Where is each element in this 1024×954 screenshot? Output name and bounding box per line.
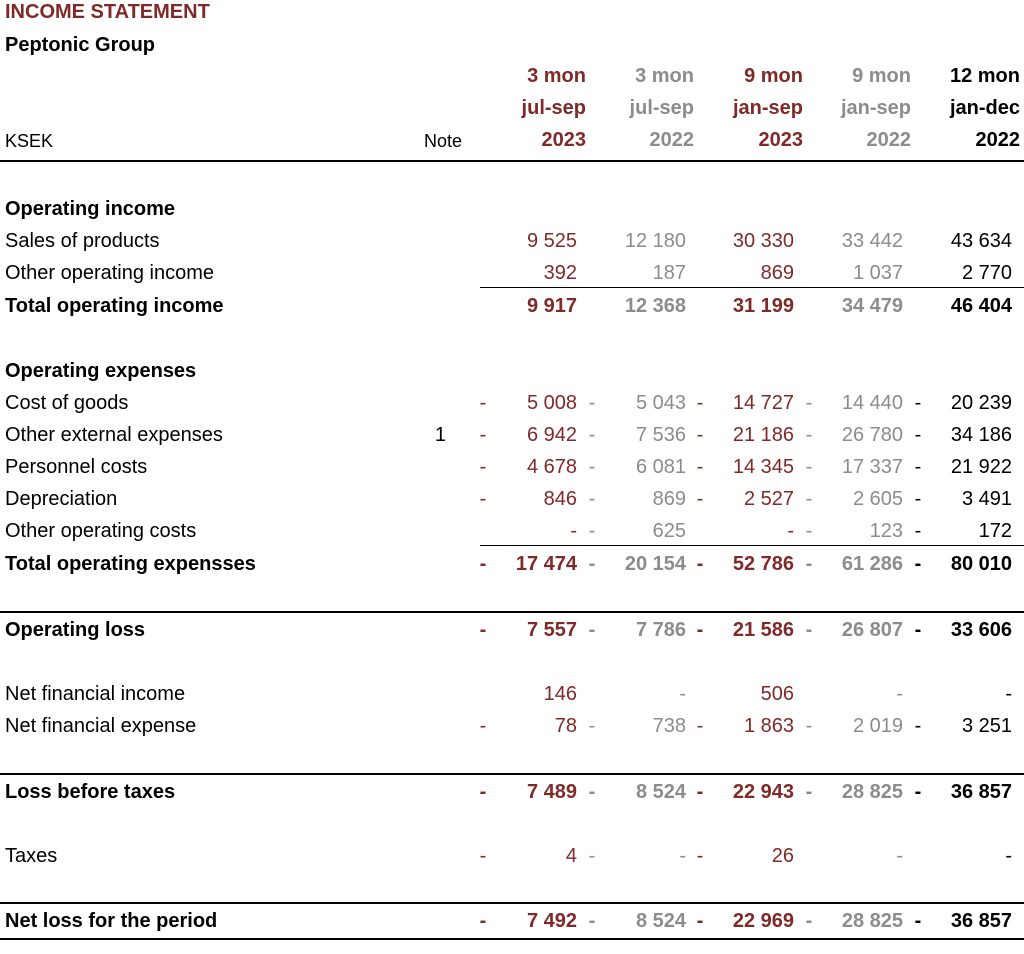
row-label: Net loss for the period bbox=[5, 910, 218, 932]
cell-value: 146 bbox=[543, 683, 577, 705]
cell-value: 26 807 bbox=[841, 619, 903, 641]
row-label: Total operating income bbox=[5, 295, 224, 317]
cell-value: 21 922 bbox=[950, 456, 1012, 478]
cell-value: 2 605 bbox=[852, 488, 903, 510]
cell-value: 36 857 bbox=[950, 781, 1012, 803]
cell-value: 869 bbox=[652, 488, 686, 510]
negative-sign: - bbox=[914, 488, 922, 510]
currency-unit-label: KSEK bbox=[5, 131, 54, 151]
negative-sign: - bbox=[914, 619, 922, 641]
table-row bbox=[0, 678, 1024, 710]
cell-value: 33 606 bbox=[950, 619, 1012, 641]
cell-value: 8 524 bbox=[635, 910, 686, 932]
negative-sign: - bbox=[479, 781, 487, 803]
cell-value: 30 330 bbox=[732, 230, 794, 252]
cell-value: 14 345 bbox=[732, 456, 794, 478]
negative-sign: - bbox=[696, 392, 704, 414]
row-label: Loss before taxes bbox=[5, 781, 176, 803]
negative-sign: - bbox=[914, 456, 922, 478]
row-label: Taxes bbox=[5, 845, 58, 867]
cell-value: - bbox=[570, 520, 577, 542]
cell-value: 20 154 bbox=[624, 553, 686, 575]
col-5-period: 12 mon bbox=[949, 65, 1020, 87]
row-label: Cost of goods bbox=[5, 392, 129, 414]
row-label: Other operating income bbox=[5, 262, 215, 284]
row-label: Net financial income bbox=[5, 683, 186, 705]
total-rule bbox=[0, 611, 1024, 613]
cell-value: 6 081 bbox=[635, 456, 686, 478]
cell-value: 26 780 bbox=[841, 424, 903, 446]
cell-value: 625 bbox=[652, 520, 686, 542]
negative-sign: - bbox=[696, 781, 704, 803]
negative-sign: - bbox=[588, 845, 596, 867]
cell-value: 7 536 bbox=[635, 424, 686, 446]
cell-value: 21 186 bbox=[732, 424, 794, 446]
cell-value: 2 770 bbox=[961, 262, 1012, 284]
cell-value: 8 524 bbox=[635, 781, 686, 803]
negative-sign: - bbox=[805, 520, 813, 542]
negative-sign: - bbox=[696, 456, 704, 478]
cell-value: 46 404 bbox=[950, 295, 1012, 317]
total-rule bbox=[480, 545, 1024, 546]
col-2-months: jul-sep bbox=[629, 97, 694, 119]
cell-value: 20 239 bbox=[950, 392, 1012, 414]
total-row bbox=[0, 905, 1024, 937]
row-label: Net financial expense bbox=[5, 715, 197, 737]
negative-sign: - bbox=[479, 845, 487, 867]
company-name: Peptonic Group bbox=[5, 34, 155, 56]
cell-value: 6 942 bbox=[526, 424, 577, 446]
negative-sign: - bbox=[588, 424, 596, 446]
negative-sign: - bbox=[805, 392, 813, 414]
total-row bbox=[0, 548, 1024, 580]
table-row bbox=[0, 419, 1024, 451]
row-label: Operating loss bbox=[5, 619, 146, 641]
col-1-year: 2023 bbox=[541, 129, 586, 151]
col-3-period: 9 mon bbox=[744, 65, 803, 87]
negative-sign: - bbox=[479, 456, 487, 478]
negative-sign: - bbox=[588, 910, 596, 932]
cell-value: 22 969 bbox=[732, 910, 794, 932]
negative-sign: - bbox=[805, 619, 813, 641]
bottom-rule bbox=[0, 938, 1024, 940]
cell-value: 2 019 bbox=[852, 715, 903, 737]
col-3-year: 2023 bbox=[758, 129, 803, 151]
negative-sign: - bbox=[479, 392, 487, 414]
cell-value: - bbox=[1005, 683, 1012, 705]
cell-value: 3 491 bbox=[961, 488, 1012, 510]
cell-value: 1 037 bbox=[852, 262, 903, 284]
cell-value: - bbox=[1005, 845, 1012, 867]
cell-value: 4 bbox=[565, 845, 577, 867]
cell-value: 4 678 bbox=[526, 456, 577, 478]
statement-title: INCOME STATEMENT bbox=[5, 1, 210, 23]
negative-sign: - bbox=[479, 910, 487, 932]
cell-value: 21 586 bbox=[732, 619, 794, 641]
row-label: Operating income bbox=[5, 198, 176, 220]
cell-value: 172 bbox=[978, 520, 1012, 542]
total-row bbox=[0, 614, 1024, 646]
negative-sign: - bbox=[696, 424, 704, 446]
col-1-period: 3 mon bbox=[527, 65, 586, 87]
col-1-months: jul-sep bbox=[521, 97, 586, 119]
cell-value: - bbox=[679, 845, 686, 867]
col-2-year: 2022 bbox=[649, 129, 694, 151]
cell-value: - bbox=[787, 520, 794, 542]
negative-sign: - bbox=[696, 553, 704, 575]
cell-value: 52 786 bbox=[732, 553, 794, 575]
negative-sign: - bbox=[805, 456, 813, 478]
table-row bbox=[0, 387, 1024, 419]
cell-value: - bbox=[896, 683, 903, 705]
col-5-months: jan-dec bbox=[949, 97, 1020, 119]
cell-value: 5 008 bbox=[526, 392, 577, 414]
cell-value: 17 337 bbox=[841, 456, 903, 478]
section-heading bbox=[0, 193, 1024, 225]
header-rule bbox=[0, 160, 1024, 162]
cell-value: 7 489 bbox=[526, 781, 577, 803]
negative-sign: - bbox=[805, 910, 813, 932]
negative-sign: - bbox=[696, 488, 704, 510]
table-row bbox=[0, 225, 1024, 257]
row-label: Total operating expensses bbox=[5, 553, 256, 575]
cell-value: 12 368 bbox=[624, 295, 686, 317]
total-rule bbox=[0, 773, 1024, 775]
table-row bbox=[0, 710, 1024, 742]
cell-value: 28 825 bbox=[841, 910, 903, 932]
negative-sign: - bbox=[696, 910, 704, 932]
table-row bbox=[0, 483, 1024, 515]
cell-value: 869 bbox=[760, 262, 794, 284]
table-row bbox=[0, 257, 1024, 289]
cell-value: 17 474 bbox=[515, 553, 577, 575]
negative-sign: - bbox=[588, 520, 596, 542]
cell-value: 123 bbox=[869, 520, 903, 542]
row-label: Other operating costs bbox=[5, 520, 197, 542]
cell-value: 9 917 bbox=[526, 295, 577, 317]
cell-value: 33 442 bbox=[841, 230, 903, 252]
negative-sign: - bbox=[696, 619, 704, 641]
cell-value: 22 943 bbox=[732, 781, 794, 803]
total-rule bbox=[0, 902, 1024, 904]
negative-sign: - bbox=[588, 392, 596, 414]
cell-value: 61 286 bbox=[841, 553, 903, 575]
negative-sign: - bbox=[914, 910, 922, 932]
negative-sign: - bbox=[588, 781, 596, 803]
cell-value: 78 bbox=[554, 715, 577, 737]
negative-sign: - bbox=[914, 392, 922, 414]
negative-sign: - bbox=[588, 456, 596, 478]
cell-value: 9 525 bbox=[526, 230, 577, 252]
negative-sign: - bbox=[588, 619, 596, 641]
negative-sign: - bbox=[588, 553, 596, 575]
cell-value: 43 634 bbox=[950, 230, 1012, 252]
cell-value: 14 440 bbox=[841, 392, 903, 414]
col-3-months: jan-sep bbox=[732, 97, 803, 119]
negative-sign: - bbox=[479, 424, 487, 446]
negative-sign: - bbox=[588, 715, 596, 737]
cell-value: 7 492 bbox=[526, 910, 577, 932]
negative-sign: - bbox=[914, 553, 922, 575]
col-4-period: 9 mon bbox=[852, 65, 911, 87]
negative-sign: - bbox=[805, 488, 813, 510]
negative-sign: - bbox=[696, 845, 704, 867]
note-column-header: Note bbox=[423, 131, 462, 151]
col-5-year: 2022 bbox=[975, 129, 1020, 151]
cell-value: 738 bbox=[652, 715, 686, 737]
col-4-months: jan-sep bbox=[840, 97, 911, 119]
total-rule bbox=[480, 287, 1024, 288]
negative-sign: - bbox=[479, 553, 487, 575]
cell-value: 187 bbox=[652, 262, 686, 284]
row-label: Other external expenses bbox=[5, 424, 223, 446]
note-ref: 1 bbox=[434, 424, 446, 446]
table-row bbox=[0, 840, 1024, 872]
cell-value: 2 527 bbox=[743, 488, 794, 510]
negative-sign: - bbox=[805, 715, 813, 737]
cell-value: 846 bbox=[543, 488, 577, 510]
cell-value: 34 479 bbox=[841, 295, 903, 317]
negative-sign: - bbox=[805, 781, 813, 803]
cell-value: - bbox=[679, 683, 686, 705]
cell-value: 5 043 bbox=[635, 392, 686, 414]
negative-sign: - bbox=[805, 553, 813, 575]
row-label: Operating expenses bbox=[5, 360, 197, 382]
negative-sign: - bbox=[479, 715, 487, 737]
cell-value: 7 557 bbox=[526, 619, 577, 641]
cell-value: 14 727 bbox=[732, 392, 794, 414]
table-row bbox=[0, 451, 1024, 483]
cell-value: 12 180 bbox=[624, 230, 686, 252]
negative-sign: - bbox=[914, 424, 922, 446]
cell-value: 506 bbox=[760, 683, 794, 705]
row-label: Sales of products bbox=[5, 230, 160, 252]
negative-sign: - bbox=[696, 715, 704, 737]
table-row bbox=[0, 515, 1024, 547]
cell-value: 34 186 bbox=[950, 424, 1012, 446]
negative-sign: - bbox=[479, 488, 487, 510]
total-row bbox=[0, 290, 1024, 322]
negative-sign: - bbox=[479, 619, 487, 641]
negative-sign: - bbox=[588, 488, 596, 510]
negative-sign: - bbox=[805, 424, 813, 446]
negative-sign: - bbox=[914, 715, 922, 737]
cell-value: 3 251 bbox=[961, 715, 1012, 737]
cell-value: 26 bbox=[771, 845, 794, 867]
col-4-year: 2022 bbox=[866, 129, 911, 151]
row-label: Depreciation bbox=[5, 488, 118, 510]
total-row bbox=[0, 776, 1024, 808]
negative-sign: - bbox=[914, 781, 922, 803]
cell-value: 7 786 bbox=[635, 619, 686, 641]
cell-value: 80 010 bbox=[950, 553, 1012, 575]
section-heading bbox=[0, 355, 1024, 387]
cell-value: 28 825 bbox=[841, 781, 903, 803]
cell-value: 31 199 bbox=[732, 295, 794, 317]
cell-value: - bbox=[896, 845, 903, 867]
negative-sign: - bbox=[914, 520, 922, 542]
cell-value: 1 863 bbox=[743, 715, 794, 737]
cell-value: 392 bbox=[543, 262, 577, 284]
col-2-period: 3 mon bbox=[635, 65, 694, 87]
row-label: Personnel costs bbox=[5, 456, 148, 478]
cell-value: 36 857 bbox=[950, 910, 1012, 932]
